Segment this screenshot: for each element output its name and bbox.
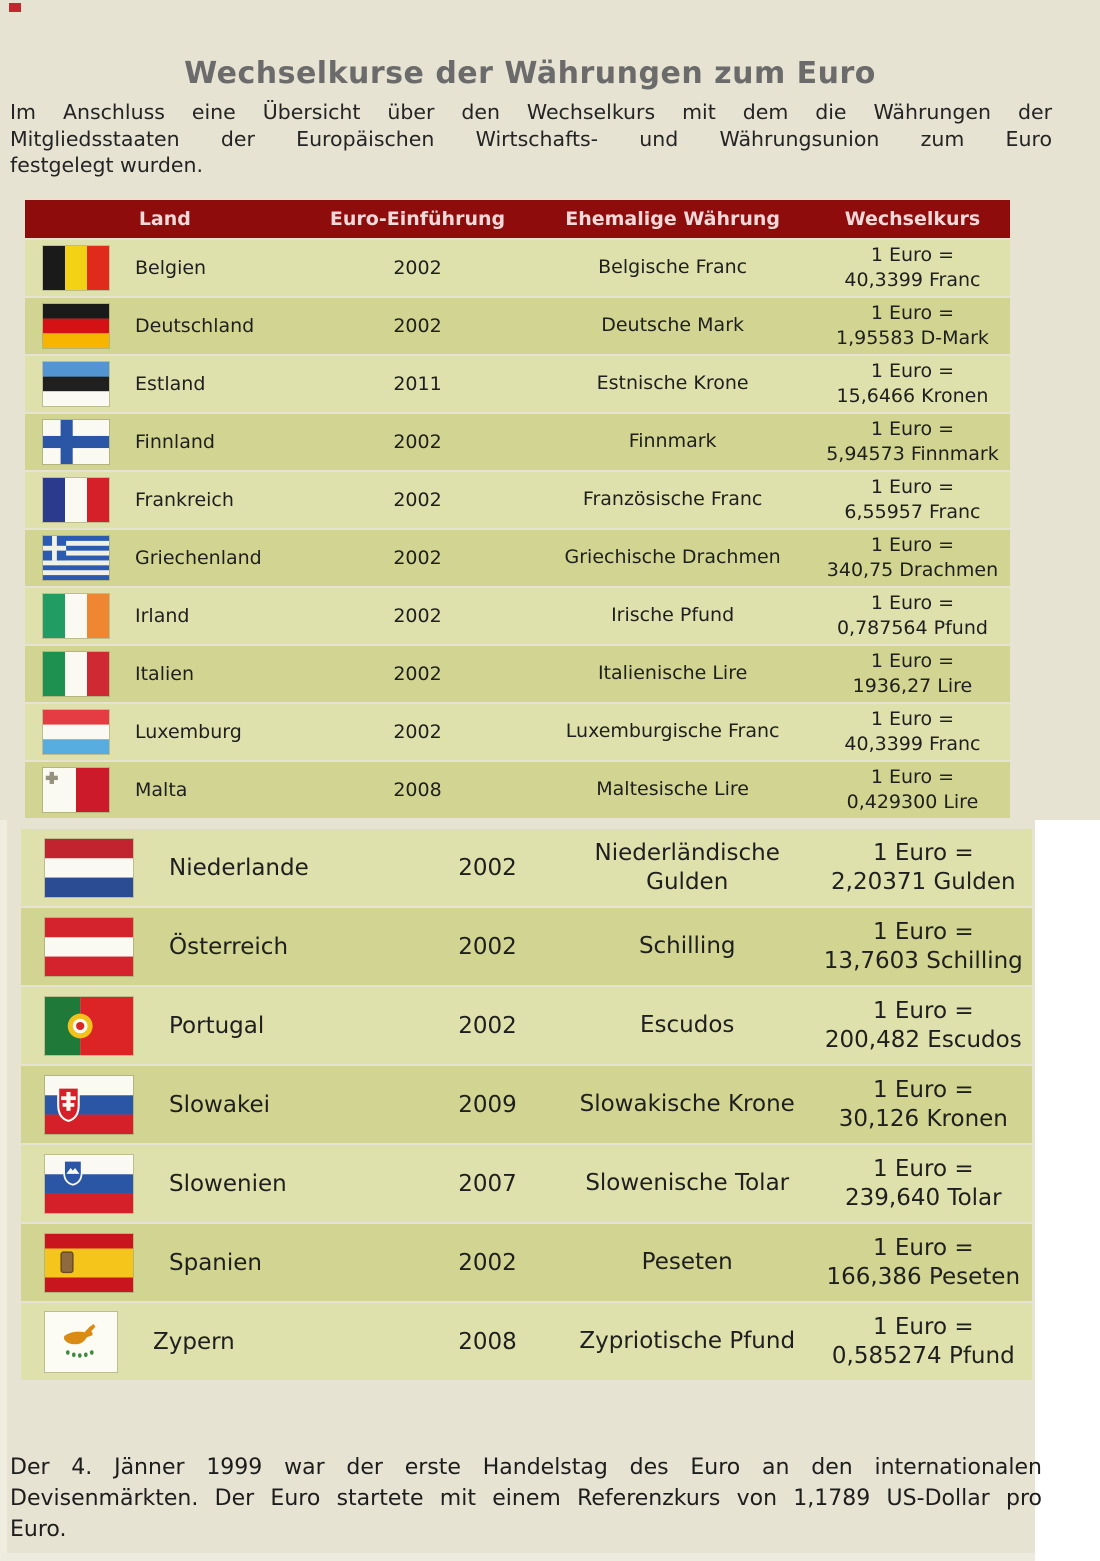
exchange-rate-value: 1936,27 Lire (852, 675, 973, 697)
euro-introduction-year: 2002 (458, 1012, 517, 1039)
footer-paragraph (10, 1452, 1042, 1545)
country-cell (21, 1076, 415, 1134)
former-currency: Maltesische Lire (596, 778, 749, 801)
italy-flag-icon (43, 652, 109, 696)
country-name: Zypern (153, 1328, 235, 1355)
euro-introduction-year: 2002 (458, 854, 517, 881)
euro-introduction-year: 2002 (458, 933, 517, 960)
page-title: Wechselkurse der Währungen zum Euro (184, 56, 876, 92)
former-currency: Peseten (641, 1249, 733, 1276)
exchange-rate (815, 359, 1010, 409)
exchange-rate (815, 417, 1010, 467)
exchange-rate-prefix: 1 Euro = (872, 918, 974, 945)
france-flag-icon (43, 478, 109, 522)
austria-flag-icon (45, 918, 133, 976)
finland-flag-icon (43, 420, 109, 464)
country-name: Niederlande (169, 854, 309, 881)
table-row (21, 908, 1032, 985)
former-currency: Finnmark (628, 430, 717, 453)
country-cell (21, 1312, 415, 1372)
country-name: Slowenien (169, 1170, 287, 1197)
exchange-rate (815, 1313, 1032, 1371)
exchange-rate-prefix: 1 Euro = (870, 534, 955, 556)
exchange-rate (815, 997, 1032, 1055)
country-cell (25, 536, 305, 580)
country-name: Malta (135, 779, 188, 801)
exchange-rate-value: 340,75 Drachmen (826, 559, 999, 581)
exchange-rate (815, 649, 1010, 699)
table-row (25, 762, 1010, 818)
euro-introduction-year: 2009 (458, 1091, 517, 1118)
footer-line: Euro. (10, 1517, 67, 1542)
cyprus-flag-icon (45, 1312, 117, 1372)
euro-introduction-year: 2007 (458, 1170, 517, 1197)
former-currency: Slowakische Krone (579, 1091, 795, 1118)
country-name: Portugal (169, 1012, 265, 1039)
country-cell (25, 246, 305, 290)
exchange-rate (815, 707, 1010, 757)
intro-line: Im Anschluss eine Übersicht über den Wechselkurs mit dem die Währungen der (10, 100, 1052, 124)
country-name: Frankreich (135, 489, 234, 511)
exchange-rate-value: 0,585274 Pfund (831, 1342, 1015, 1369)
country-cell (25, 652, 305, 696)
table-row (25, 704, 1010, 760)
exchange-rate-value: 0,429300 Lire (846, 791, 979, 813)
euro-introduction-year: 2002 (393, 489, 442, 511)
netherlands-flag-icon (45, 839, 133, 897)
exchange-rate-value: 239,640 Tolar (845, 1184, 1002, 1211)
exchange-rate-prefix: 1 Euro = (870, 302, 955, 324)
header-cell-ehemalige-waehrung: Ehemalige Währung (565, 208, 781, 230)
exchange-rate-prefix: 1 Euro = (870, 360, 955, 382)
greece-flag-icon (43, 536, 109, 580)
table-row (25, 472, 1010, 528)
exchange-rate-value: 1,95583 D-Mark (835, 327, 989, 349)
country-cell (21, 839, 415, 897)
country-name: Estland (135, 373, 206, 395)
exchange-rate-prefix: 1 Euro = (870, 418, 955, 440)
former-currency: Zypriotische Pfund (579, 1328, 796, 1355)
table-row (25, 414, 1010, 470)
country-cell (21, 918, 415, 976)
euro-introduction-year: 2002 (393, 721, 442, 743)
exchange-rate (815, 765, 1010, 815)
header-cell-wechselkurs: Wechselkurs (844, 208, 981, 230)
exchange-rate-value: 166,386 Peseten (826, 1263, 1021, 1290)
country-cell (25, 710, 305, 754)
exchange-rate-value: 13,7603 Schilling (823, 947, 1023, 974)
country-name: Irland (135, 605, 190, 627)
exchange-rate-value: 200,482 Escudos (824, 1026, 1022, 1053)
exchange-rate-prefix: 1 Euro = (870, 476, 955, 498)
intro-line: festgelegt wurden. (10, 153, 204, 177)
country-name: Luxemburg (135, 721, 242, 743)
estonia-flag-icon (43, 362, 109, 406)
spain-flag-icon (45, 1234, 133, 1292)
euro-introduction-year: 2002 (393, 257, 442, 279)
country-cell (25, 478, 305, 522)
corner-artifact (9, 3, 21, 12)
exchange-rate-prefix: 1 Euro = (870, 766, 955, 788)
country-name: Finnland (135, 431, 215, 453)
exchange-rate-prefix: 1 Euro = (872, 1234, 974, 1261)
euro-introduction-year: 2002 (393, 431, 442, 453)
exchange-rate-table-upper (25, 200, 1010, 818)
exchange-rate-value: 6,55957 Franc (844, 501, 981, 523)
former-currency: Estnische Krone (596, 372, 749, 395)
country-name: Österreich (169, 933, 289, 960)
country-cell (21, 1155, 415, 1213)
exchange-rate (815, 1155, 1032, 1213)
left-edge-strip (0, 820, 7, 1561)
former-currency: Deutsche Mark (601, 314, 745, 337)
former-currency: Niederländische Gulden (594, 839, 780, 895)
exchange-rate-value: 2,20371 Gulden (831, 868, 1016, 895)
bottom-edge-strip (0, 1553, 1035, 1561)
table-header-row (25, 200, 1010, 238)
slovenia-flag-icon (45, 1155, 133, 1213)
exchange-rate (815, 243, 1010, 293)
country-cell (25, 304, 305, 348)
table-row (25, 588, 1010, 644)
former-currency: Schilling (638, 933, 736, 960)
exchange-rate (815, 533, 1010, 583)
euro-introduction-year: 2002 (393, 663, 442, 685)
exchange-rate-prefix: 1 Euro = (872, 1155, 974, 1182)
table-body-upper (25, 240, 1010, 818)
former-currency: Slowenische Tolar (585, 1170, 790, 1197)
country-cell (21, 997, 415, 1055)
footer-line: Devisenmärkten. Der Euro startete mit einem Referenzkurs von 1,1789 US-Dollar pro (10, 1486, 1042, 1511)
country-cell (21, 1234, 415, 1292)
table-row (21, 1145, 1032, 1222)
exchange-rate (815, 918, 1032, 976)
exchange-rate-prefix: 1 Euro = (872, 997, 974, 1024)
euro-introduction-year: 2002 (393, 315, 442, 337)
exchange-rate (815, 839, 1032, 897)
country-name: Griechenland (135, 547, 262, 569)
table-row (25, 298, 1010, 354)
table-row (25, 240, 1010, 296)
exchange-rate-prefix: 1 Euro = (872, 1076, 974, 1103)
header-cell-euro-einfuehrung: Euro-Einführung (329, 208, 506, 230)
germany-flag-icon (43, 304, 109, 348)
euro-introduction-year: 2002 (393, 547, 442, 569)
slovakia-flag-icon (45, 1076, 133, 1134)
table-body-lower (21, 829, 1032, 1380)
euro-introduction-year: 2011 (393, 373, 442, 395)
table-row (21, 829, 1032, 906)
country-cell (25, 362, 305, 406)
table-row (21, 987, 1032, 1064)
intro-paragraph (10, 99, 1052, 179)
exchange-rate-value: 40,3399 Franc (844, 733, 981, 755)
former-currency: Belgische Franc (598, 256, 748, 279)
exchange-rate-prefix: 1 Euro = (872, 1313, 974, 1340)
malta-flag-icon (43, 768, 109, 812)
exchange-rate-prefix: 1 Euro = (870, 592, 955, 614)
country-cell (25, 420, 305, 464)
former-currency: Französische Franc (582, 488, 763, 511)
former-currency: Luxemburgische Franc (565, 720, 780, 743)
exchange-rate-prefix: 1 Euro = (872, 839, 974, 866)
country-name: Italien (135, 663, 194, 685)
exchange-rate-prefix: 1 Euro = (870, 708, 955, 730)
country-name: Belgien (135, 257, 207, 279)
euro-introduction-year: 2002 (458, 1249, 517, 1276)
country-cell (25, 594, 305, 638)
portugal-flag-icon (45, 997, 133, 1055)
former-currency: Escudos (640, 1012, 735, 1039)
exchange-rate-prefix: 1 Euro = (870, 650, 955, 672)
country-name: Slowakei (169, 1091, 271, 1118)
exchange-rate-value: 5,94573 Finnmark (826, 443, 999, 465)
former-currency: Griechische Drachmen (564, 546, 781, 569)
table-row (21, 1224, 1032, 1301)
table-row (21, 1066, 1032, 1143)
euro-introduction-year: 2008 (393, 779, 442, 801)
exchange-rate (815, 301, 1010, 351)
exchange-rate-value: 15,6466 Kronen (836, 385, 989, 407)
table-row (25, 530, 1010, 586)
intro-line: Mitgliedsstaaten der Europäischen Wirtschafts- und Währungsunion zum Euro (10, 126, 1052, 151)
table-row (25, 646, 1010, 702)
exchange-rate-value: 30,126 Kronen (838, 1105, 1008, 1132)
exchange-rate-value: 40,3399 Franc (844, 269, 981, 291)
country-cell (25, 768, 305, 812)
country-name: Deutschland (135, 315, 255, 337)
euro-introduction-year: 2002 (393, 605, 442, 627)
exchange-rate-value: 0,787564 Pfund (836, 617, 988, 639)
exchange-rate (815, 475, 1010, 525)
exchange-rate-prefix: 1 Euro = (870, 244, 955, 266)
exchange-rate-table-lower (21, 827, 1032, 1380)
belgium-flag-icon (43, 246, 109, 290)
former-currency: Italienische Lire (597, 662, 748, 685)
euro-introduction-year: 2008 (458, 1328, 517, 1355)
former-currency: Irische Pfund (611, 604, 735, 627)
header-cell-land: Land (138, 208, 191, 230)
table-row (21, 1303, 1032, 1380)
exchange-rate (815, 1234, 1032, 1292)
country-name: Spanien (169, 1249, 262, 1276)
luxembourg-flag-icon (43, 710, 109, 754)
exchange-rate (815, 591, 1010, 641)
exchange-rate (815, 1076, 1032, 1134)
table-row (25, 356, 1010, 412)
ireland-flag-icon (43, 594, 109, 638)
footer-line: Der 4. Jänner 1999 war der erste Handelstag des Euro an den internationalen (10, 1455, 1042, 1480)
